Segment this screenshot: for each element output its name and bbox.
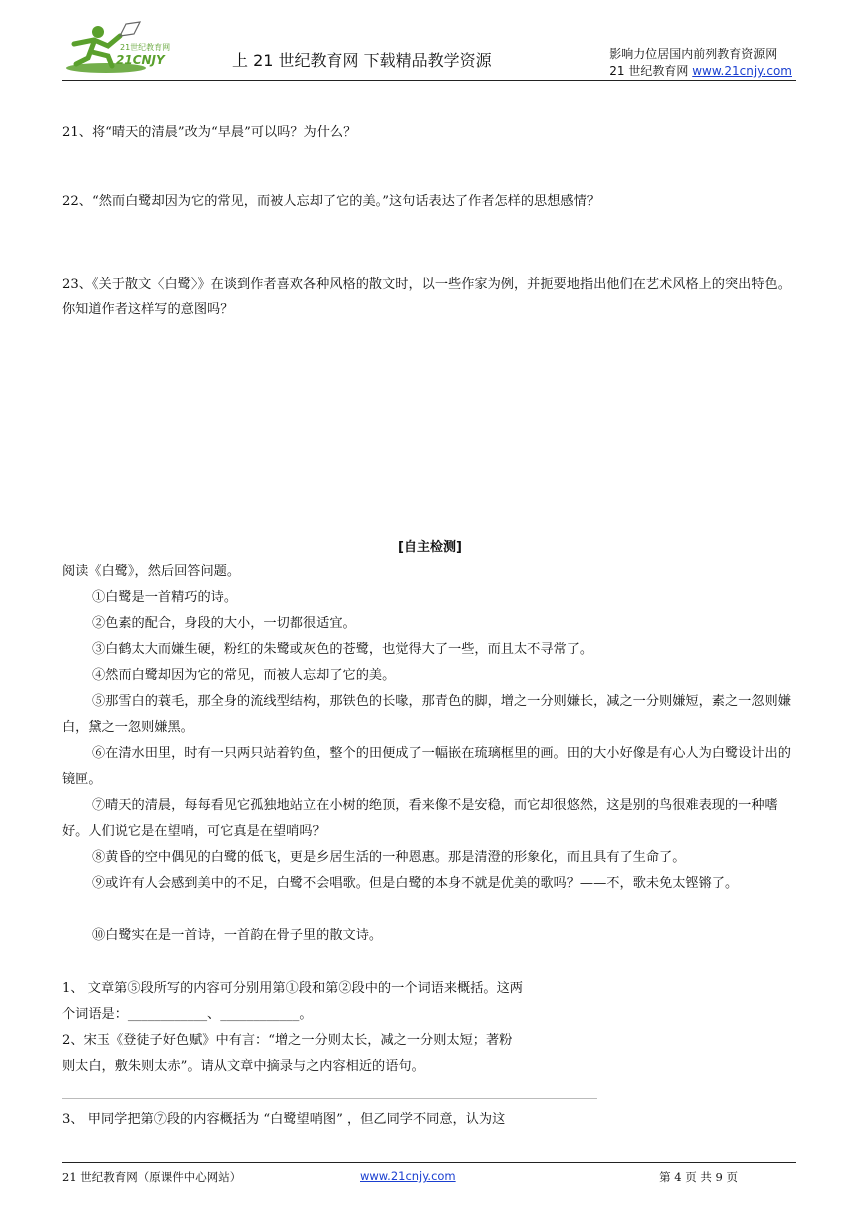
passage-paragraph: ①白鹭是一首精巧的诗。 xyxy=(92,590,238,605)
header-right-block xyxy=(609,46,792,80)
header-site-link[interactable]: www.21cnjy.com xyxy=(692,64,792,78)
passage-paragraph: ②色素的配合，身段的大小，一切都很适宜。 xyxy=(92,616,356,631)
question-1-line-2: 个词语是：____________、____________。 xyxy=(62,1007,313,1022)
page-footer xyxy=(62,1162,796,1184)
header-title: 上 21 世纪教育网 下载精品教学资源 xyxy=(232,51,492,70)
header-site-name: 21 世纪教育网 xyxy=(609,64,693,78)
question-2-line-1: 2、宋玉《登徒子好色赋》中有言：“增之一分则太长，减之一分则太短；著粉 xyxy=(62,1033,513,1048)
page-number: 第 4 页 共 9 页 xyxy=(659,1170,738,1184)
passage-paragraph: ⑤那雪白的蓑毛，那全身的流线型结构，那铁色的长喙，那青色的脚，增之一分则嫌长，减之一分则嫌短，素之一忽则嫌白，黛之一忽则嫌黑。 xyxy=(62,694,791,735)
footer-link[interactable]: www.21cnjy.com xyxy=(360,1169,456,1183)
question-21: 21、将“晴天的清晨”改为“早晨”可以吗？为什么？ xyxy=(62,125,357,140)
question-1-line-1: 1、 文章第⑤段所写的内容可分别用第①段和第②段中的一个词语来概括。这两 xyxy=(62,981,523,996)
footer-site-name: 21 世纪教育网（原课件中心网站） xyxy=(62,1170,242,1184)
logo-text-top: 21世纪教育网 xyxy=(120,43,171,52)
answer-line xyxy=(62,1098,597,1099)
passage-paragraph: ⑩白鹭实在是一首诗，一首韵在骨子里的散文诗。 xyxy=(92,928,383,943)
reading-intro: 阅读《白鹭》，然后回答问题。 xyxy=(62,564,241,579)
logo-text-bottom: 21CNJY xyxy=(116,53,165,67)
header-site-line xyxy=(609,63,792,80)
passage-paragraph: ⑧黄昏的空中偶见的白鹭的低飞，更是乡居生活的一种恩惠。那是清澄的形象化，而且具有了生命了。 xyxy=(92,850,686,865)
passage-paragraph: ③白鹤太大而嫌生硬，粉红的朱鹭或灰色的苍鹭，也觉得大了一些，而且太不寻常了。 xyxy=(92,642,594,657)
passage-paragraph: ④然而白鹭却因为它的常见，而被人忘却了它的美。 xyxy=(92,668,396,683)
question-3-line-1: 3、 甲同学把第⑦段的内容概括为 “白鹭望哨图” ，但乙同学不同意，认为这 xyxy=(62,1112,506,1127)
passage-paragraph: ⑥在清水田里，时有一只两只站着钓鱼，整个的田便成了一幅嵌在琉璃框里的画。田的大小好像是有心人为白鹭设计出的镜匣。 xyxy=(62,746,791,787)
site-logo xyxy=(64,20,182,76)
passage-paragraph: ⑨或许有人会感到美中的不足，白鹭不会唱歌。但是白鹭的本身不就是优美的歌吗？——不，歌未免太铿锵了。 xyxy=(92,876,739,891)
passage-paragraph: ⑦晴天的清晨，每每看见它孤独地站立在小树的绝顶，看来像不是安稳，而它却很悠然，这是别的鸟很难表现的一种嗜好。人们说它是在望哨，可它真是在望哨吗？ xyxy=(62,798,778,839)
section-title: [自主检测] xyxy=(398,540,462,555)
question-23: 23、《关于散文〈白鹭〉》在谈到作者喜欢各种风格的散文时，以一些作家为例，并扼要地指出他们在艺术风格上的突出特色。你知道作者这样写的意图吗？ xyxy=(62,277,791,317)
question-2-line-2: 则太白，敷朱则太赤”。请从文章中摘录与之内容相近的语句。 xyxy=(62,1059,425,1074)
page-header xyxy=(62,18,796,81)
question-22: 22、“然而白鹭却因为它的常见，而被人忘却了它的美。”这句话表达了作者怎样的思想感情？ xyxy=(62,194,600,209)
header-slogan: 影响力位居国内前列教育资源网 xyxy=(609,47,778,61)
